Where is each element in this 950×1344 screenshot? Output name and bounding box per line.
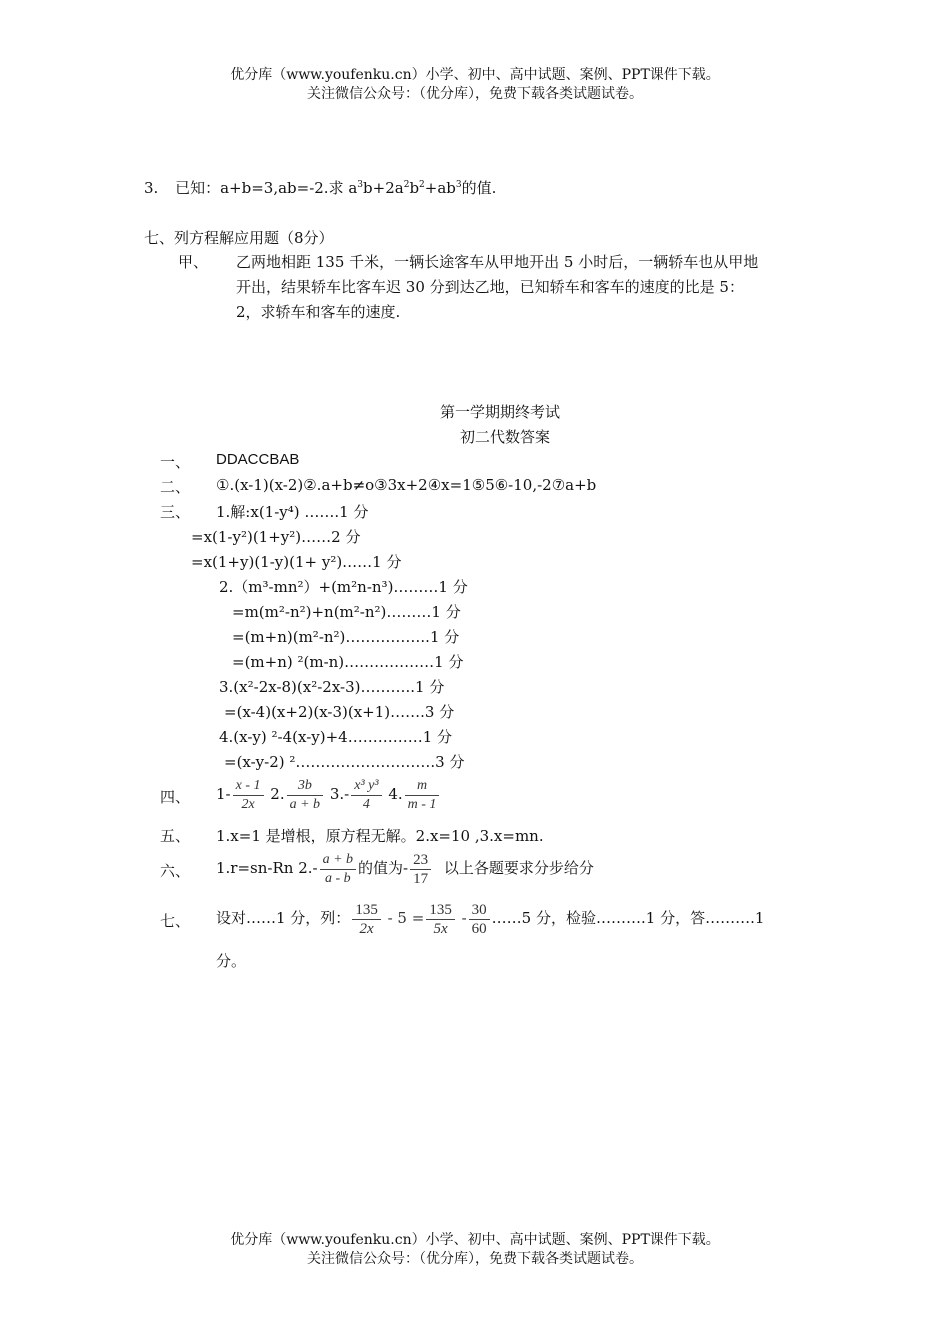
- answer-6-fraction-1: $\frac{a + b}{a - b}$: [320, 851, 356, 888]
- answers-title-1: 第一学期期终考试: [439, 403, 560, 421]
- question-3: [144, 177, 496, 198]
- answer-3-line-3: =x(1+y)(1-y)(1+ y²)……1 分: [191, 553, 402, 571]
- answer-7-content: [216, 898, 764, 938]
- answer-4-label: 四、: [160, 788, 191, 806]
- answer-3-line-10: 4.(x-y) ²-4(x-y)+4……………1 分: [219, 728, 453, 746]
- answer-3-line-7: =(m+n) ²(m-n)………………1 分: [232, 653, 464, 671]
- answer-3-line-4: 2.（m³-mn²）+(m²n-n³)………1 分: [219, 578, 468, 596]
- answer-3-line-11: =(x-y-2) ²……………………….3 分: [224, 753, 465, 771]
- answer-4-prefix-3: 3.-: [329, 785, 350, 803]
- section-7-line-3: 2，求轿车和客车的速度.: [236, 303, 401, 321]
- answer-3-label: 三、: [160, 503, 191, 521]
- question-3-number: 3.: [144, 179, 159, 197]
- answer-4-fraction-4: $\frac{m}{m - 1}$: [405, 777, 440, 814]
- answer-6-prefix: 1.r=sn-Rn 2.-: [216, 859, 318, 877]
- answer-1-label: 一、: [160, 453, 191, 471]
- answer-6-label: 六、: [160, 862, 191, 880]
- answer-7-middle: - 5 =: [387, 909, 425, 927]
- answer-3-line-9: =(x-4)(x+2)(x-3)(x+1)…….3 分: [224, 703, 455, 721]
- answer-4-fraction-2: $\frac{3b}{a + b}$: [287, 777, 323, 814]
- answer-5-label: 五、: [160, 827, 191, 845]
- answer-3-line-1: 1.解:x(1-y⁴) …….1 分: [216, 503, 369, 521]
- answer-7-scoring: ……5 分，检验……….1 分，答……….1: [491, 909, 765, 927]
- answer-2-label: 二、: [160, 478, 191, 496]
- answer-5-text: 1.x=1 是增根，原方程无解。2.x=10 ,3.x=mn.: [216, 827, 544, 845]
- answer-4-content: [216, 774, 441, 814]
- answer-3-line-2: =x(1-y²)(1+y²)……2 分: [191, 528, 361, 546]
- answer-7-fraction-3: $\frac{30}{60}$: [469, 901, 490, 938]
- answer-7-prefix: 设对……1 分，列：: [216, 909, 351, 927]
- answer-4-fraction-1: $\frac{x - 1}{2x}$: [233, 777, 264, 814]
- answer-6-content: [216, 848, 594, 888]
- answer-1-text: DDACCBAB: [216, 451, 300, 468]
- answer-2-text: ①.(x-1)(x-2)②.a+b≠o③3x+2④x=1⑤5⑥-10,-2⑦a+b: [216, 476, 597, 494]
- footer-line-1: 优分库（www.youfenku.cn）小学、初中、高中试题、案例、PPT课件下载。: [230, 1232, 720, 1248]
- answers-title-2: 初二代数答案: [459, 428, 550, 446]
- answer-4-fraction-3: $\frac{\text{x³ y³}}{4}$: [351, 777, 381, 814]
- section-7-line-2: 开出，结果轿车比客车迟 30 分到达乙地，已知轿车和客车的速度的比是 5：: [236, 278, 744, 296]
- answer-4-prefix-2: 2.: [270, 785, 285, 803]
- answer-7-minus: -: [461, 909, 467, 927]
- answer-6-middle: 的值为-: [358, 859, 409, 877]
- section-7-line-1: 乙两地相距 135 千米，一辆长途客车从甲地开出 5 小时后，一辆轿车也从甲地: [236, 253, 759, 271]
- question-3-text: 已知：a+b=3,ab=-2.求 $a^3b+2a^2b^2+ab^3$的值.: [175, 179, 497, 197]
- answer-7-fraction-1: $\frac{135}{2x}$: [352, 901, 381, 938]
- header-line-1: 优分库（www.youfenku.cn）小学、初中、高中试题、案例、PPT课件下载。: [230, 67, 720, 83]
- answer-3-line-8: 3.(x²-2x-8)(x²-2x-3)………..1 分: [219, 678, 445, 696]
- section-7-label: 甲、: [178, 253, 209, 271]
- answer-7-fraction-2: $\frac{135}{5x}$: [426, 901, 455, 938]
- header-line-2: 关注微信公众号：（优分库），免费下载各类试题试卷。: [307, 86, 643, 102]
- answer-7-tail: 分。: [216, 952, 247, 970]
- answer-3-line-6: =(m+n)(m²-n²)……………..1 分: [232, 628, 460, 646]
- answer-4-prefix-4: 4.: [388, 785, 403, 803]
- footer-line-2: 关注微信公众号：（优分库），免费下载各类试题试卷。: [307, 1251, 643, 1267]
- answer-6-fraction-2: $\frac{23}{17}$: [410, 851, 431, 888]
- answer-4-prefix-1: 1-: [216, 785, 231, 803]
- section-7-title: 七、列方程解应用题（8分）: [144, 229, 334, 247]
- answer-6-note: 以上各题要求分步给分: [443, 859, 594, 877]
- answer-7-label: 七、: [160, 912, 191, 930]
- answer-3-line-5: =m(m²-n²)+n(m²-n²)………1 分: [232, 603, 461, 621]
